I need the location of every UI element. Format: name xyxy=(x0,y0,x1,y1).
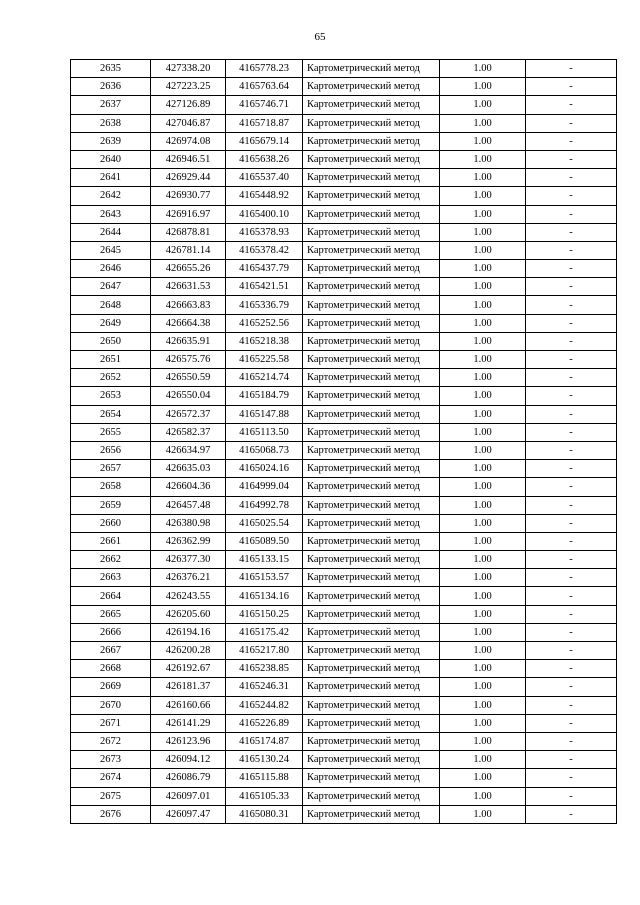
table-row xyxy=(71,241,617,259)
accuracy-cell: 1.00 xyxy=(440,496,526,514)
table-row xyxy=(71,405,617,423)
method-cell: Картометрический метод xyxy=(303,351,440,369)
note-cell: - xyxy=(526,605,617,623)
accuracy-cell: 1.00 xyxy=(440,696,526,714)
note-cell: - xyxy=(526,96,617,114)
note-cell: - xyxy=(526,587,617,605)
accuracy-cell: 1.00 xyxy=(440,187,526,205)
point-number-cell: 2671 xyxy=(71,714,151,732)
x-coordinate-cell: 426376.21 xyxy=(151,569,226,587)
y-coordinate-cell: 4165537.40 xyxy=(226,169,303,187)
point-number-cell: 2652 xyxy=(71,369,151,387)
x-coordinate-cell: 426181.37 xyxy=(151,678,226,696)
method-cell: Картометрический метод xyxy=(303,678,440,696)
table-row xyxy=(71,205,617,223)
point-number-cell: 2665 xyxy=(71,605,151,623)
method-cell: Картометрический метод xyxy=(303,387,440,405)
method-cell: Картометрический метод xyxy=(303,569,440,587)
point-number-cell: 2640 xyxy=(71,150,151,168)
note-cell: - xyxy=(526,296,617,314)
accuracy-cell: 1.00 xyxy=(440,751,526,769)
note-cell: - xyxy=(526,150,617,168)
x-coordinate-cell: 426582.37 xyxy=(151,423,226,441)
x-coordinate-cell: 426380.98 xyxy=(151,514,226,532)
method-cell: Картометрический метод xyxy=(303,369,440,387)
y-coordinate-cell: 4165025.54 xyxy=(226,514,303,532)
accuracy-cell: 1.00 xyxy=(440,169,526,187)
y-coordinate-cell: 4165378.93 xyxy=(226,223,303,241)
x-coordinate-cell: 427223.25 xyxy=(151,78,226,96)
y-coordinate-cell: 4165024.16 xyxy=(226,460,303,478)
method-cell: Картометрический метод xyxy=(303,696,440,714)
y-coordinate-cell: 4165089.50 xyxy=(226,532,303,550)
method-cell: Картометрический метод xyxy=(303,460,440,478)
accuracy-cell: 1.00 xyxy=(440,623,526,641)
x-coordinate-cell: 426930.77 xyxy=(151,187,226,205)
x-coordinate-cell: 426634.97 xyxy=(151,441,226,459)
x-coordinate-cell: 426097.47 xyxy=(151,805,226,823)
accuracy-cell: 1.00 xyxy=(440,60,526,78)
accuracy-cell: 1.00 xyxy=(440,78,526,96)
point-number-cell: 2651 xyxy=(71,351,151,369)
y-coordinate-cell: 4165252.56 xyxy=(226,314,303,332)
accuracy-cell: 1.00 xyxy=(440,441,526,459)
note-cell: - xyxy=(526,405,617,423)
x-coordinate-cell: 426550.59 xyxy=(151,369,226,387)
method-cell: Картометрический метод xyxy=(303,441,440,459)
table-row xyxy=(71,441,617,459)
point-number-cell: 2668 xyxy=(71,660,151,678)
table-row xyxy=(71,150,617,168)
x-coordinate-cell: 426243.55 xyxy=(151,587,226,605)
table-row xyxy=(71,514,617,532)
point-number-cell: 2644 xyxy=(71,223,151,241)
point-number-cell: 2639 xyxy=(71,132,151,150)
point-number-cell: 2636 xyxy=(71,78,151,96)
y-coordinate-cell: 4165147.88 xyxy=(226,405,303,423)
note-cell: - xyxy=(526,751,617,769)
point-number-cell: 2669 xyxy=(71,678,151,696)
accuracy-cell: 1.00 xyxy=(440,296,526,314)
method-cell: Картометрический метод xyxy=(303,78,440,96)
point-number-cell: 2650 xyxy=(71,332,151,350)
accuracy-cell: 1.00 xyxy=(440,114,526,132)
table-row xyxy=(71,351,617,369)
accuracy-cell: 1.00 xyxy=(440,132,526,150)
table-row xyxy=(71,751,617,769)
y-coordinate-cell: 4165226.89 xyxy=(226,714,303,732)
accuracy-cell: 1.00 xyxy=(440,532,526,550)
accuracy-cell: 1.00 xyxy=(440,660,526,678)
accuracy-cell: 1.00 xyxy=(440,478,526,496)
accuracy-cell: 1.00 xyxy=(440,332,526,350)
table-row xyxy=(71,114,617,132)
method-cell: Картометрический метод xyxy=(303,532,440,550)
method-cell: Картометрический метод xyxy=(303,642,440,660)
note-cell: - xyxy=(526,551,617,569)
accuracy-cell: 1.00 xyxy=(440,551,526,569)
method-cell: Картометрический метод xyxy=(303,260,440,278)
accuracy-cell: 1.00 xyxy=(440,714,526,732)
method-cell: Картометрический метод xyxy=(303,805,440,823)
y-coordinate-cell: 4165638.26 xyxy=(226,150,303,168)
accuracy-cell: 1.00 xyxy=(440,369,526,387)
point-number-cell: 2643 xyxy=(71,205,151,223)
note-cell: - xyxy=(526,423,617,441)
x-coordinate-cell: 426160.66 xyxy=(151,696,226,714)
x-coordinate-cell: 426362.99 xyxy=(151,532,226,550)
y-coordinate-cell: 4165400.10 xyxy=(226,205,303,223)
method-cell: Картометрический метод xyxy=(303,769,440,787)
x-coordinate-cell: 426635.03 xyxy=(151,460,226,478)
y-coordinate-cell: 4165150.25 xyxy=(226,605,303,623)
table-row xyxy=(71,387,617,405)
y-coordinate-cell: 4165448.92 xyxy=(226,187,303,205)
accuracy-cell: 1.00 xyxy=(440,405,526,423)
y-coordinate-cell: 4165718.87 xyxy=(226,114,303,132)
accuracy-cell: 1.00 xyxy=(440,278,526,296)
accuracy-cell: 1.00 xyxy=(440,769,526,787)
x-coordinate-cell: 426635.91 xyxy=(151,332,226,350)
note-cell: - xyxy=(526,805,617,823)
point-number-cell: 2676 xyxy=(71,805,151,823)
accuracy-cell: 1.00 xyxy=(440,150,526,168)
method-cell: Картометрический метод xyxy=(303,605,440,623)
point-number-cell: 2675 xyxy=(71,787,151,805)
coordinates-table-body xyxy=(71,60,617,824)
x-coordinate-cell: 426550.04 xyxy=(151,387,226,405)
accuracy-cell: 1.00 xyxy=(440,260,526,278)
table-row xyxy=(71,296,617,314)
y-coordinate-cell: 4165217.80 xyxy=(226,642,303,660)
x-coordinate-cell: 426086.79 xyxy=(151,769,226,787)
point-number-cell: 2641 xyxy=(71,169,151,187)
accuracy-cell: 1.00 xyxy=(440,805,526,823)
point-number-cell: 2638 xyxy=(71,114,151,132)
table-row xyxy=(71,551,617,569)
y-coordinate-cell: 4165134.16 xyxy=(226,587,303,605)
table-row xyxy=(71,605,617,623)
accuracy-cell: 1.00 xyxy=(440,387,526,405)
note-cell: - xyxy=(526,478,617,496)
method-cell: Картометрический метод xyxy=(303,278,440,296)
table-row xyxy=(71,169,617,187)
x-coordinate-cell: 426974.08 xyxy=(151,132,226,150)
point-number-cell: 2663 xyxy=(71,569,151,587)
x-coordinate-cell: 426200.28 xyxy=(151,642,226,660)
method-cell: Картометрический метод xyxy=(303,60,440,78)
table-row xyxy=(71,423,617,441)
accuracy-cell: 1.00 xyxy=(440,605,526,623)
note-cell: - xyxy=(526,678,617,696)
table-row xyxy=(71,278,617,296)
accuracy-cell: 1.00 xyxy=(440,514,526,532)
method-cell: Картометрический метод xyxy=(303,132,440,150)
x-coordinate-cell: 426664.38 xyxy=(151,314,226,332)
x-coordinate-cell: 426123.96 xyxy=(151,732,226,750)
point-number-cell: 2664 xyxy=(71,587,151,605)
note-cell: - xyxy=(526,78,617,96)
method-cell: Картометрический метод xyxy=(303,496,440,514)
accuracy-cell: 1.00 xyxy=(440,732,526,750)
x-coordinate-cell: 426916.97 xyxy=(151,205,226,223)
accuracy-cell: 1.00 xyxy=(440,423,526,441)
y-coordinate-cell: 4165174.87 xyxy=(226,732,303,750)
table-row xyxy=(71,732,617,750)
note-cell: - xyxy=(526,532,617,550)
table-row xyxy=(71,660,617,678)
point-number-cell: 2667 xyxy=(71,642,151,660)
x-coordinate-cell: 426663.83 xyxy=(151,296,226,314)
note-cell: - xyxy=(526,569,617,587)
y-coordinate-cell: 4165238.85 xyxy=(226,660,303,678)
x-coordinate-cell: 426878.81 xyxy=(151,223,226,241)
table-row xyxy=(71,223,617,241)
y-coordinate-cell: 4165133.15 xyxy=(226,551,303,569)
x-coordinate-cell: 426946.51 xyxy=(151,150,226,168)
point-number-cell: 2673 xyxy=(71,751,151,769)
y-coordinate-cell: 4165113.50 xyxy=(226,423,303,441)
accuracy-cell: 1.00 xyxy=(440,241,526,259)
x-coordinate-cell: 426097.01 xyxy=(151,787,226,805)
method-cell: Картометрический метод xyxy=(303,187,440,205)
point-number-cell: 2648 xyxy=(71,296,151,314)
x-coordinate-cell: 426094.12 xyxy=(151,751,226,769)
point-number-cell: 2649 xyxy=(71,314,151,332)
table-row xyxy=(71,587,617,605)
method-cell: Картометрический метод xyxy=(303,478,440,496)
note-cell: - xyxy=(526,351,617,369)
coordinates-table xyxy=(70,59,617,824)
accuracy-cell: 1.00 xyxy=(440,96,526,114)
y-coordinate-cell: 4165153.57 xyxy=(226,569,303,587)
point-number-cell: 2654 xyxy=(71,405,151,423)
note-cell: - xyxy=(526,460,617,478)
accuracy-cell: 1.00 xyxy=(440,787,526,805)
table-row xyxy=(71,332,617,350)
point-number-cell: 2662 xyxy=(71,551,151,569)
y-coordinate-cell: 4164999.04 xyxy=(226,478,303,496)
table-row xyxy=(71,496,617,514)
method-cell: Картометрический метод xyxy=(303,714,440,732)
method-cell: Картометрический метод xyxy=(303,314,440,332)
table-row xyxy=(71,787,617,805)
note-cell: - xyxy=(526,114,617,132)
point-number-cell: 2658 xyxy=(71,478,151,496)
note-cell: - xyxy=(526,241,617,259)
method-cell: Картометрический метод xyxy=(303,514,440,532)
method-cell: Картометрический метод xyxy=(303,332,440,350)
note-cell: - xyxy=(526,623,617,641)
note-cell: - xyxy=(526,514,617,532)
y-coordinate-cell: 4165763.64 xyxy=(226,78,303,96)
note-cell: - xyxy=(526,387,617,405)
point-number-cell: 2635 xyxy=(71,60,151,78)
accuracy-cell: 1.00 xyxy=(440,642,526,660)
point-number-cell: 2647 xyxy=(71,278,151,296)
accuracy-cell: 1.00 xyxy=(440,351,526,369)
method-cell: Картометрический метод xyxy=(303,96,440,114)
accuracy-cell: 1.00 xyxy=(440,678,526,696)
method-cell: Картометрический метод xyxy=(303,787,440,805)
note-cell: - xyxy=(526,187,617,205)
accuracy-cell: 1.00 xyxy=(440,314,526,332)
note-cell: - xyxy=(526,169,617,187)
y-coordinate-cell: 4165068.73 xyxy=(226,441,303,459)
note-cell: - xyxy=(526,496,617,514)
note-cell: - xyxy=(526,60,617,78)
x-coordinate-cell: 427046.87 xyxy=(151,114,226,132)
y-coordinate-cell: 4165679.14 xyxy=(226,132,303,150)
x-coordinate-cell: 426457.48 xyxy=(151,496,226,514)
x-coordinate-cell: 426194.16 xyxy=(151,623,226,641)
x-coordinate-cell: 426655.26 xyxy=(151,260,226,278)
y-coordinate-cell: 4165080.31 xyxy=(226,805,303,823)
y-coordinate-cell: 4165214.74 xyxy=(226,369,303,387)
y-coordinate-cell: 4164992.78 xyxy=(226,496,303,514)
table-row xyxy=(71,714,617,732)
y-coordinate-cell: 4165421.51 xyxy=(226,278,303,296)
method-cell: Картометрический метод xyxy=(303,623,440,641)
table-row xyxy=(71,569,617,587)
y-coordinate-cell: 4165746.71 xyxy=(226,96,303,114)
x-coordinate-cell: 426929.44 xyxy=(151,169,226,187)
page-number: 65 xyxy=(314,31,326,43)
method-cell: Картометрический метод xyxy=(303,751,440,769)
x-coordinate-cell: 426572.37 xyxy=(151,405,226,423)
method-cell: Картометрический метод xyxy=(303,205,440,223)
note-cell: - xyxy=(526,369,617,387)
point-number-cell: 2656 xyxy=(71,441,151,459)
table-row xyxy=(71,532,617,550)
accuracy-cell: 1.00 xyxy=(440,460,526,478)
note-cell: - xyxy=(526,223,617,241)
note-cell: - xyxy=(526,769,617,787)
method-cell: Картометрический метод xyxy=(303,423,440,441)
table-row xyxy=(71,769,617,787)
y-coordinate-cell: 4165778.23 xyxy=(226,60,303,78)
y-coordinate-cell: 4165218.38 xyxy=(226,332,303,350)
accuracy-cell: 1.00 xyxy=(440,587,526,605)
method-cell: Картометрический метод xyxy=(303,587,440,605)
x-coordinate-cell: 426781.14 xyxy=(151,241,226,259)
point-number-cell: 2645 xyxy=(71,241,151,259)
table-row xyxy=(71,460,617,478)
method-cell: Картометрический метод xyxy=(303,405,440,423)
x-coordinate-cell: 426575.76 xyxy=(151,351,226,369)
point-number-cell: 2670 xyxy=(71,696,151,714)
method-cell: Картометрический метод xyxy=(303,150,440,168)
point-number-cell: 2646 xyxy=(71,260,151,278)
y-coordinate-cell: 4165378.42 xyxy=(226,241,303,259)
note-cell: - xyxy=(526,278,617,296)
y-coordinate-cell: 4165105.33 xyxy=(226,787,303,805)
method-cell: Картометрический метод xyxy=(303,241,440,259)
note-cell: - xyxy=(526,314,617,332)
method-cell: Картометрический метод xyxy=(303,551,440,569)
y-coordinate-cell: 4165115.88 xyxy=(226,769,303,787)
x-coordinate-cell: 426192.67 xyxy=(151,660,226,678)
table-row xyxy=(71,678,617,696)
note-cell: - xyxy=(526,714,617,732)
table-row xyxy=(71,314,617,332)
table-row xyxy=(71,642,617,660)
y-coordinate-cell: 4165184.79 xyxy=(226,387,303,405)
y-coordinate-cell: 4165336.79 xyxy=(226,296,303,314)
table-row xyxy=(71,187,617,205)
table-row xyxy=(71,60,617,78)
x-coordinate-cell: 426205.60 xyxy=(151,605,226,623)
table-row xyxy=(71,478,617,496)
point-number-cell: 2642 xyxy=(71,187,151,205)
table-row xyxy=(71,623,617,641)
note-cell: - xyxy=(526,205,617,223)
table-row xyxy=(71,78,617,96)
point-number-cell: 2655 xyxy=(71,423,151,441)
accuracy-cell: 1.00 xyxy=(440,569,526,587)
table-row xyxy=(71,369,617,387)
table-row xyxy=(71,260,617,278)
x-coordinate-cell: 426377.30 xyxy=(151,551,226,569)
note-cell: - xyxy=(526,260,617,278)
x-coordinate-cell: 426604.36 xyxy=(151,478,226,496)
method-cell: Картометрический метод xyxy=(303,296,440,314)
note-cell: - xyxy=(526,660,617,678)
x-coordinate-cell: 426141.29 xyxy=(151,714,226,732)
point-number-cell: 2666 xyxy=(71,623,151,641)
note-cell: - xyxy=(526,441,617,459)
x-coordinate-cell: 427338.20 xyxy=(151,60,226,78)
accuracy-cell: 1.00 xyxy=(440,205,526,223)
point-number-cell: 2660 xyxy=(71,514,151,532)
method-cell: Картометрический метод xyxy=(303,223,440,241)
note-cell: - xyxy=(526,332,617,350)
y-coordinate-cell: 4165175.42 xyxy=(226,623,303,641)
table-row xyxy=(71,96,617,114)
y-coordinate-cell: 4165130.24 xyxy=(226,751,303,769)
method-cell: Картометрический метод xyxy=(303,169,440,187)
note-cell: - xyxy=(526,787,617,805)
accuracy-cell: 1.00 xyxy=(440,223,526,241)
table-row xyxy=(71,132,617,150)
method-cell: Картометрический метод xyxy=(303,732,440,750)
note-cell: - xyxy=(526,696,617,714)
point-number-cell: 2653 xyxy=(71,387,151,405)
point-number-cell: 2661 xyxy=(71,532,151,550)
note-cell: - xyxy=(526,732,617,750)
x-coordinate-cell: 426631.53 xyxy=(151,278,226,296)
x-coordinate-cell: 427126.89 xyxy=(151,96,226,114)
point-number-cell: 2672 xyxy=(71,732,151,750)
table-row xyxy=(71,696,617,714)
note-cell: - xyxy=(526,642,617,660)
point-number-cell: 2637 xyxy=(71,96,151,114)
y-coordinate-cell: 4165246.31 xyxy=(226,678,303,696)
method-cell: Картометрический метод xyxy=(303,114,440,132)
method-cell: Картометрический метод xyxy=(303,660,440,678)
table-row xyxy=(71,805,617,823)
y-coordinate-cell: 4165437.79 xyxy=(226,260,303,278)
y-coordinate-cell: 4165225.58 xyxy=(226,351,303,369)
note-cell: - xyxy=(526,132,617,150)
point-number-cell: 2659 xyxy=(71,496,151,514)
point-number-cell: 2674 xyxy=(71,769,151,787)
point-number-cell: 2657 xyxy=(71,460,151,478)
y-coordinate-cell: 4165244.82 xyxy=(226,696,303,714)
